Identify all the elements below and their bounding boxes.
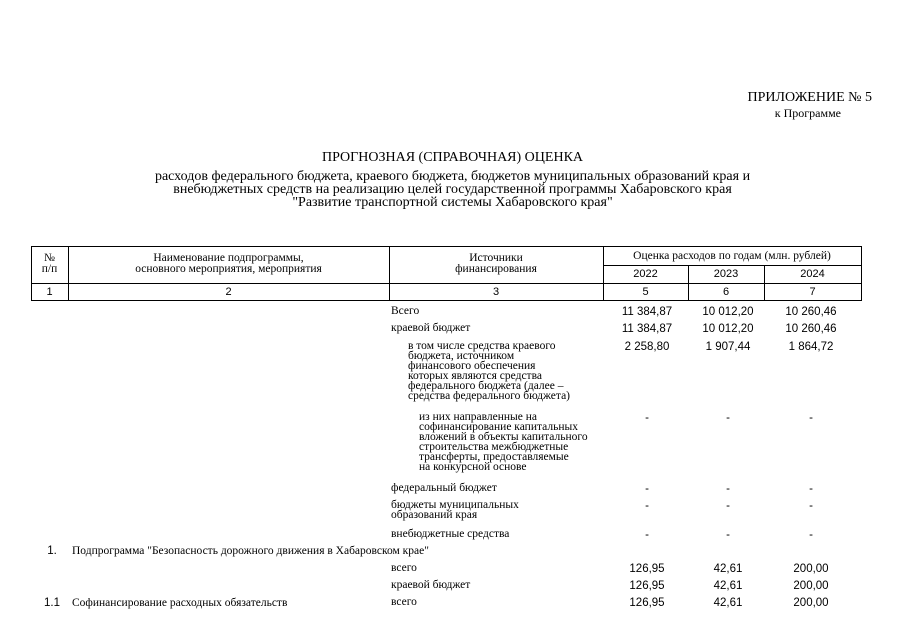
header-group-divider bbox=[603, 265, 862, 266]
value-2024: - bbox=[809, 483, 813, 495]
source-label bbox=[419, 412, 588, 472]
source-label: внебюджетные средства bbox=[391, 528, 510, 540]
source-label: всего bbox=[391, 596, 417, 608]
header-col-name-line-2: основного мероприятия, мероприятия bbox=[135, 263, 322, 275]
source-label-line: строительства межбюджетные bbox=[419, 441, 569, 453]
value-2023: 42,61 bbox=[713, 563, 743, 575]
source-label-line: вложений в объекты капитального bbox=[419, 431, 588, 443]
header-col-number-line-1: № bbox=[44, 252, 55, 264]
row-index: 1.1 bbox=[44, 597, 60, 609]
value-2022: - bbox=[645, 412, 649, 424]
appendix-subtitle: к Программе bbox=[774, 106, 841, 120]
appendix-block bbox=[748, 90, 873, 120]
header-colnum-7: 7 bbox=[809, 286, 816, 298]
header-col-source-line-1: Источники bbox=[469, 252, 523, 264]
document-subtitle-line-1: расходов федерального бюджета, краевого бюджета, бюджетов муниципальных образований края и bbox=[154, 169, 751, 184]
source-label-line: на конкурсной основе bbox=[419, 461, 527, 473]
header-col-source bbox=[389, 253, 603, 275]
row-name: Подпрограмма "Безопасность дорожного движения в Хабаровском крае" bbox=[72, 545, 429, 557]
source-label-line: образований края bbox=[391, 509, 478, 521]
document-subtitle-line-2: внебюджетных средств на реализацию целей государственной программы Хабаровского края bbox=[173, 182, 732, 197]
appendix-title: ПРИЛОЖЕНИЕ № 5 bbox=[747, 90, 872, 105]
value-2023: - bbox=[726, 483, 730, 495]
value-2024: 10 260,46 bbox=[785, 306, 837, 318]
header-colnum-1: 1 bbox=[46, 286, 53, 298]
header-col-number-line-2: п/п bbox=[41, 263, 58, 275]
value-2023: - bbox=[726, 412, 730, 424]
value-2022: 126,95 bbox=[629, 580, 665, 592]
header-vline-6 bbox=[861, 246, 862, 300]
header-col-number bbox=[31, 253, 68, 275]
header-col-name-line-1: Наименование подпрограммы, bbox=[153, 252, 304, 264]
source-label-line: финансового обеспечения bbox=[408, 360, 536, 372]
value-2024: 10 260,46 bbox=[785, 323, 837, 335]
source-label-line: которых являются средства bbox=[408, 370, 542, 382]
value-2024: 200,00 bbox=[793, 597, 829, 609]
value-2024: 200,00 bbox=[793, 580, 829, 592]
value-2024: 1 864,72 bbox=[788, 341, 834, 353]
header-year-2022: 2022 bbox=[633, 268, 658, 280]
value-2023: - bbox=[726, 529, 730, 541]
value-2024: - bbox=[809, 412, 813, 424]
header-top-border bbox=[31, 246, 862, 247]
value-2023: 10 012,20 bbox=[702, 306, 754, 318]
source-label-line: трансферты, предоставляемые bbox=[419, 451, 569, 463]
document-heading bbox=[0, 150, 905, 209]
value-2022: - bbox=[645, 529, 649, 541]
header-colnum-5: 5 bbox=[642, 286, 649, 298]
value-2022: - bbox=[645, 500, 649, 512]
value-2023: 1 907,44 bbox=[705, 341, 751, 353]
header-col-source-line-2: финансирования bbox=[455, 263, 537, 275]
source-label-line: бюджета, источником bbox=[408, 350, 515, 362]
header-colnum-2: 2 bbox=[225, 286, 232, 298]
header-col-name bbox=[68, 253, 389, 275]
source-label: краевой бюджет bbox=[391, 322, 471, 334]
value-2022: 126,95 bbox=[629, 597, 665, 609]
source-label: федеральный бюджет bbox=[391, 482, 497, 494]
document-title: ПРОГНОЗНАЯ (СПРАВОЧНАЯ) ОЦЕНКА bbox=[321, 150, 584, 165]
source-label-line: федерального бюджета (далее – bbox=[408, 380, 564, 392]
source-label: всего bbox=[391, 562, 417, 574]
header-colnum-3: 3 bbox=[492, 286, 500, 298]
value-2022: 11 384,87 bbox=[621, 306, 673, 318]
value-2023: 42,61 bbox=[713, 597, 743, 609]
value-2023: 42,61 bbox=[713, 580, 743, 592]
value-2023: 10 012,20 bbox=[702, 323, 754, 335]
header-year-2024: 2024 bbox=[800, 268, 825, 280]
header-bottom-border bbox=[31, 300, 862, 301]
row-name: Софинансирование расходных обязательств bbox=[72, 597, 288, 609]
value-2022: - bbox=[645, 483, 649, 495]
value-2024: - bbox=[809, 529, 813, 541]
header-year-2023: 2023 bbox=[713, 268, 739, 280]
source-label-line: бюджеты муниципальных bbox=[391, 499, 519, 511]
source-label: краевой бюджет bbox=[391, 579, 471, 591]
header-colnum-6: 6 bbox=[722, 286, 730, 298]
header-mid-border bbox=[31, 283, 862, 284]
source-label-line: софинансирование капитальных bbox=[419, 421, 578, 433]
header-col-group: Оценка расходов по годам (млн. рублей) bbox=[633, 250, 831, 262]
row-index: 1. bbox=[47, 545, 57, 557]
value-2023: - bbox=[726, 500, 730, 512]
value-2022: 11 384,87 bbox=[621, 323, 673, 335]
value-2022: 126,95 bbox=[629, 563, 665, 575]
source-label bbox=[391, 500, 519, 520]
document-subtitle-line-3: "Развитие транспортной системы Хабаровского края" bbox=[292, 195, 613, 210]
source-label-line: средства федерального бюджета) bbox=[408, 390, 571, 402]
value-2024: 200,00 bbox=[793, 563, 829, 575]
source-label: Всего bbox=[391, 305, 420, 317]
value-2024: - bbox=[809, 500, 813, 512]
source-label bbox=[408, 341, 570, 401]
value-2022: 2 258,80 bbox=[624, 341, 670, 353]
source-label-line: в том числе средства краевого bbox=[408, 340, 556, 352]
source-label-line: из них направленные на bbox=[419, 411, 538, 423]
